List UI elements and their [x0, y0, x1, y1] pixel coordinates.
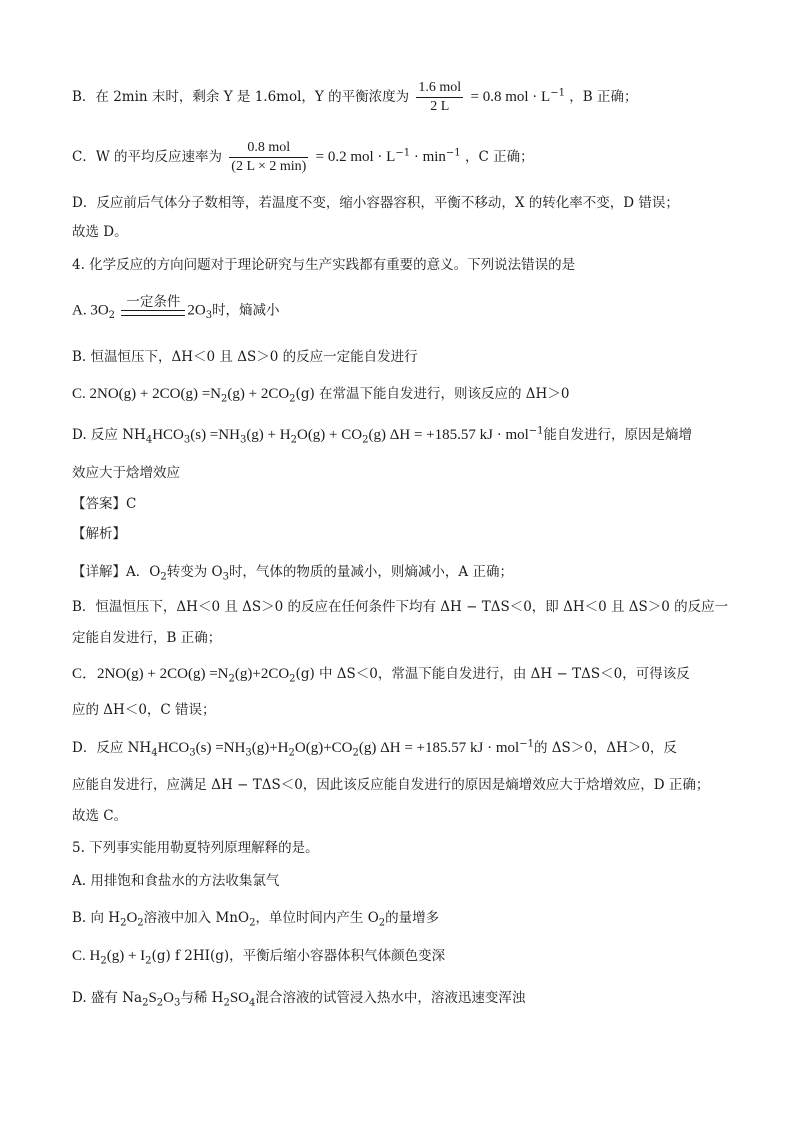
sub: 3	[189, 747, 196, 759]
sub: 2	[352, 747, 359, 759]
text: D. 盛有 Na	[72, 990, 143, 1006]
sub: 2	[100, 955, 107, 967]
choose-d: 故选 D。	[72, 224, 128, 240]
sub: 3	[222, 571, 229, 583]
text: (g) 在常温下能自发进行，则该反应的 ΔH＞0	[295, 386, 570, 402]
q4-option-b: B. 恒温恒压下，ΔH＜0 且 ΔS＞0 的反应一定能自发进行	[72, 349, 418, 365]
sub: 2	[160, 571, 167, 583]
math: C. H	[72, 948, 101, 964]
text: 能自发进行，原因是熵增	[543, 427, 693, 443]
math: (g) ΔH = +185.57 kJ · mol	[368, 427, 529, 443]
math: HCO	[152, 427, 184, 443]
math: O	[163, 990, 175, 1006]
math: A. 3O	[72, 302, 109, 319]
sub: 2	[228, 673, 235, 685]
text: C．W 的平均反应速率为	[72, 149, 222, 165]
sup: −1	[395, 147, 411, 159]
math: C. 2NO(g) + 2CO(g) =N	[72, 386, 221, 402]
math: (s) =NH	[190, 427, 240, 443]
explanation-d-line: D．反应前后气体分子数相等，若温度不变，缩小容器容积，平衡不移动，X 的转化率不变，D 错误；	[72, 195, 679, 211]
question-4: 4. 化学反应的方向问题对于理论研究与生产实践都有重要的意义。下列说法错误的是	[72, 257, 576, 273]
explanation-b-line	[72, 80, 637, 115]
sub: 3	[245, 747, 252, 759]
text: 时，气体的物质的量减小，则熵减小，A 正确；	[228, 564, 513, 580]
sup: −1	[519, 738, 534, 750]
sup: −1	[528, 425, 544, 437]
math: (g)+H	[251, 740, 289, 756]
math: (g) ΔH = +185.57 kJ · mol	[358, 740, 520, 756]
sub: 3	[239, 434, 247, 446]
analysis: 【解析】	[72, 526, 126, 542]
math: (s) =NH	[195, 740, 246, 756]
text: ，单位时间内产生 O	[255, 910, 379, 926]
q5-option-a: A. 用排饱和食盐水的方法收集氯气	[72, 873, 280, 889]
math: (g) + H	[246, 427, 291, 443]
math: (g) + 2CO	[227, 386, 290, 402]
sub: 2	[142, 997, 149, 1009]
q5-option-d	[72, 988, 525, 1008]
math: = 0.2 mol · L	[315, 149, 396, 165]
detail-b-2: 定能自发进行，B 正确；	[72, 630, 222, 646]
text: ，B 正确；	[569, 89, 638, 105]
math: C．2NO(g) + 2CO(g) =N	[72, 666, 229, 682]
text: 转变为 O	[166, 564, 223, 580]
sub: 3	[183, 434, 191, 446]
text: (g) f 2HI(g)，平衡后缩小容器体积气体颜色变深	[151, 948, 446, 964]
answer: 【答案】C	[72, 496, 137, 512]
choose-c: 故选 C。	[72, 808, 128, 824]
q4-option-d-cont: 效应大于焓增效应	[72, 465, 180, 481]
numerator: 0.8 mol	[247, 140, 291, 155]
question-5: 5. 下列事实能用勒夏特列原理解释的是。	[72, 840, 319, 856]
text: 的 ΔS＞0，ΔH＞0，反	[533, 740, 677, 756]
sub: 2	[156, 997, 164, 1009]
sub: 2	[289, 393, 296, 405]
math: O	[126, 910, 138, 926]
math: SO	[229, 990, 250, 1006]
denominator: (2 L × 2 min)	[231, 159, 307, 174]
q4-option-c	[72, 384, 569, 404]
text: (g) 中 ΔS＜0，常温下能自发进行，由 ΔH − TΔS＜0，可得该反	[295, 666, 690, 682]
q5-option-b	[72, 908, 439, 928]
sup: −1	[550, 87, 565, 99]
fraction	[229, 140, 308, 175]
sub: 2	[378, 917, 386, 929]
sub: 2	[290, 434, 297, 446]
detail-a	[72, 562, 513, 582]
text: 与稀 H	[180, 990, 224, 1006]
detail-b-1: B．恒温恒压下，ΔH＜0 且 ΔS＞0 的反应在任何条件下均有 ΔH − TΔS＜0，即 ΔH＜0 且 ΔS＞0 的反应一	[72, 599, 729, 615]
text: B. 向 H	[72, 910, 121, 926]
sub: 2	[108, 310, 116, 322]
q5-option-c	[72, 946, 445, 966]
sub: 2	[223, 997, 230, 1009]
detail-d-2: 应能自发进行，应满足 ΔH − TΔS＜0，因此该反应能自发进行的原因是熵增效应大于焓增效应，D 正确；	[72, 777, 710, 793]
sub: 2	[362, 434, 369, 446]
sub: 2	[289, 673, 296, 685]
math: (g) + I	[106, 948, 146, 964]
sup: −1	[445, 147, 461, 159]
sub: 4	[249, 997, 256, 1009]
math: (g)+2CO	[234, 666, 290, 682]
detail-c-2: 应的 ΔH＜0，C 错误；	[72, 702, 216, 718]
text: 混合溶液的试管浸入热水中，溶液迅速变浑浊	[255, 990, 526, 1006]
q4-option-d	[72, 425, 692, 445]
equal-arrow	[121, 310, 185, 316]
text: 【详解】A．O	[72, 564, 161, 580]
sub: 2	[137, 917, 144, 929]
detail-c-1	[72, 664, 690, 684]
explanation-c-line	[72, 140, 534, 175]
math: O(g) + CO	[296, 427, 363, 443]
numerator: 1.6 mol	[418, 80, 462, 95]
sub: 3	[205, 310, 213, 322]
text: D．反应 NH	[72, 740, 152, 756]
sub: 4	[151, 747, 158, 759]
math: = 0.8 mol · L	[470, 89, 551, 105]
text: 溶液中加入 MnO	[143, 910, 250, 926]
reaction-arrow	[121, 294, 185, 316]
fraction	[416, 80, 463, 115]
text: 时，熵减小	[212, 302, 280, 319]
math: 2O	[187, 302, 206, 319]
text: B．在 2min 末时，剩余 Y 是 1.6mol，Y 的平衡浓度为	[72, 89, 410, 105]
sub: 2	[145, 955, 152, 967]
sub: 3	[174, 997, 181, 1009]
text: ，C 正确；	[464, 149, 534, 165]
sub: 2	[249, 917, 256, 929]
arrow-condition: 一定条件	[126, 294, 181, 310]
math: HCO	[157, 740, 190, 756]
sub: 4	[145, 434, 153, 446]
math: S	[148, 990, 157, 1006]
text: 的量增多	[385, 910, 440, 926]
text: D. 反应 NH	[72, 427, 146, 443]
sub: 2	[120, 917, 127, 929]
sub: 2	[288, 747, 295, 759]
math: · min	[410, 149, 446, 165]
q4-option-a	[72, 294, 280, 322]
sub: 2	[221, 393, 228, 405]
detail-d-1	[72, 738, 677, 758]
math: O(g)+CO	[294, 740, 353, 756]
denominator: 2 L	[430, 99, 450, 114]
